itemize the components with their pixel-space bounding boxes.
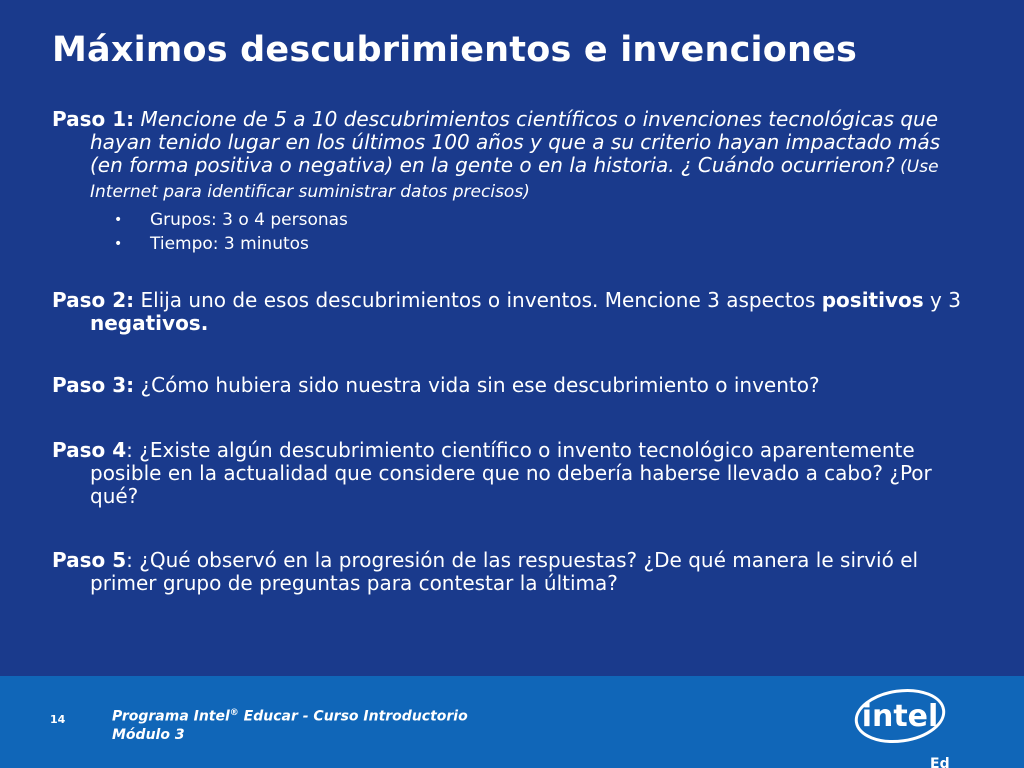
- step-5-text: : ¿Qué observó en la progresión de las respuestas? ¿De qué manera le sirvió el primer grupo de preguntas para contestar la última?: [90, 548, 919, 595]
- step-2: [52, 289, 972, 335]
- slide-title: Máximos descubrimientos e invenciones: [52, 30, 858, 70]
- step-1-bullets: [52, 208, 972, 256]
- step-2-negatives: negativos.: [90, 311, 209, 335]
- step-1-text: Mencione de 5 a 10 descubrimientos científicos o invenciones tecnológicas que hayan tenido lugar en los últimos 100 años y que a su criterio hayan impactado más (en forma positiva o negativa) en la gente o en la historia. ¿ Cuándo ocurrieron?: [90, 107, 941, 177]
- slide-content: [52, 108, 972, 595]
- footer-program: Programa Intel: [112, 708, 230, 725]
- registered-mark: ®: [229, 708, 239, 718]
- step-4-text: : ¿Existe algún descubrimiento científico o invento tecnológico aparentemente posible en la actualidad que considere que no debería haberse llevado a cabo? ¿Por qué?: [90, 438, 932, 508]
- step-3: [52, 374, 972, 397]
- step-1-label: Paso 1:: [52, 107, 135, 131]
- logo-wordmark: intel: [861, 699, 939, 734]
- step-1-note: (Use Internet para identificar suministrar datos precisos): [90, 157, 939, 202]
- step-2-positives: positivos: [821, 288, 924, 312]
- step-3-label: Paso 3:: [52, 373, 135, 397]
- footer-line-2: Módulo 3: [112, 726, 185, 743]
- step-5: [52, 549, 972, 595]
- footer-line-1: [112, 704, 468, 726]
- footer-bar: [0, 676, 1024, 768]
- step-2-text: Elija uno de esos descubrimientos o inventos. Mencione 3 aspectos: [134, 288, 822, 312]
- intel-logo: [852, 684, 952, 768]
- step-4: [52, 439, 972, 508]
- step-2-label: Paso 2:: [52, 288, 135, 312]
- bullet-time: • Tiempo: 3 minutos: [114, 232, 972, 256]
- step-2-mid: y 3: [923, 288, 961, 312]
- bullet-groups: • Grupos: 3 o 4 personas: [114, 208, 972, 232]
- page-number: 14: [50, 713, 66, 726]
- footer-caption: [112, 704, 468, 744]
- step-4-label: Paso 4: [52, 438, 127, 462]
- step-3-text: ¿Cómo hubiera sido nuestra vida sin ese descubrimiento o invento?: [134, 373, 820, 397]
- step-5-label: Paso 5: [52, 548, 127, 572]
- footer-course: Educar - Curso Introductorio: [238, 708, 468, 725]
- logo-sub: Ed: [930, 756, 950, 768]
- step-1: [52, 108, 972, 204]
